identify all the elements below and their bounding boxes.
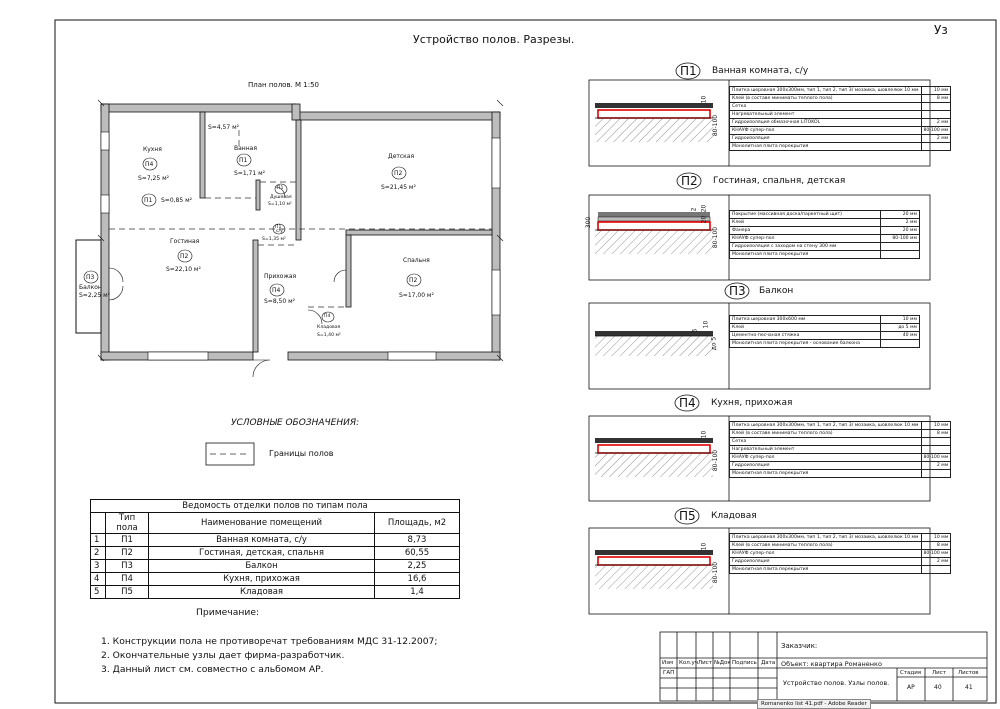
note-item: 1. Конструкции пола не противоречат требованиям МДС 31-12.2007; — [101, 636, 438, 647]
sheet-title: Устройство полов. Разрезы. — [413, 33, 575, 46]
p2-dim-3: 20 — [700, 215, 708, 224]
layer-thickness: 8 мм — [921, 430, 951, 438]
legend-item-label: Границы полов — [269, 449, 334, 458]
layer-name: Клей (в составе миниматы теплого пола) — [730, 542, 922, 550]
room-shower-area: S=1,10 м² — [268, 202, 292, 207]
room-living-name: Гостиная — [170, 238, 200, 245]
cell: Ванная комната, с/у — [149, 534, 375, 547]
stamp-customer-label: Заказчик: — [781, 642, 818, 650]
section-p3-code: П3 — [729, 284, 746, 298]
layer-name: Сетка — [730, 103, 922, 111]
room-balcony-area: S=2,25 м² — [79, 292, 111, 299]
cell: 8,73 — [375, 534, 460, 547]
layer-name: Клей — [730, 324, 881, 332]
section-p1-code: П1 — [680, 64, 697, 78]
p4-dim-bottom: 80-100 — [712, 449, 720, 472]
cell: Гостиная, детская, спальня — [149, 547, 375, 560]
layer-name: Плитка шеровная 300х600 мм — [730, 316, 881, 324]
cell: 2,25 — [375, 560, 460, 573]
layer-name: Плитка шеровная 300х300мм, тип 1, тип 2, тип 3/ мозаика, шовлелюк 10 мм — [730, 87, 922, 95]
cell: Кухня, прихожая — [149, 573, 375, 586]
room-nursery-name: Детская — [388, 153, 415, 160]
layer-thickness: 8 мм — [921, 95, 951, 103]
p5-dim-top: 10 — [700, 542, 708, 551]
layer-name: Плитка шеровная 300х300мм, тип 1, тип 2, тип 3/ мозаика, шовлелюк 10 мм — [730, 422, 922, 430]
layer-thickness: 80-100 мм — [921, 127, 951, 135]
room-storage-name: Кладовая — [317, 325, 341, 330]
layer-thickness: 2 мм — [881, 219, 920, 227]
layer-name: Клей (в составе миниматы теплого пола) — [730, 430, 922, 438]
room-nursery-code: П2 — [394, 170, 403, 177]
cell: П3 — [106, 560, 149, 573]
layer-name: Нагревательный элемент — [730, 111, 922, 119]
section-p4-title: Кухня, прихожая — [711, 398, 793, 408]
layer-name: Монолитная плита перекрытия - основание балкона — [730, 340, 881, 348]
stamp-stage: АР — [907, 684, 915, 691]
room-passage-code: П1 — [144, 197, 153, 204]
header-cell: Наименование помещений — [149, 513, 375, 534]
layer-name: Гидроизоляция — [730, 135, 922, 143]
stamp-list-label: Лист — [932, 670, 946, 676]
cell: Кладовая — [149, 586, 375, 599]
plan-title: План полов. М 1:50 — [248, 81, 320, 89]
room-bedroom-area: S=17,00 м² — [399, 292, 434, 299]
p3-dim-2: 5 — [691, 328, 699, 333]
layer-name: Нагревательный элемент — [730, 446, 922, 454]
layer-name: Монолитная плита перекрытия — [730, 251, 881, 259]
room-wc-code: П1 — [275, 225, 282, 230]
cell: 60,55 — [375, 547, 460, 560]
cell: Балкон — [149, 560, 375, 573]
room-shower-code: П1 — [277, 186, 284, 191]
cell: П1 — [106, 534, 149, 547]
layer-name: Сетка — [730, 438, 922, 446]
layer-name: КНАУФ супер-пол — [730, 127, 922, 135]
layer-thickness: 10 мм — [881, 316, 920, 324]
room-bedroom-name: Спальня — [403, 257, 430, 264]
layer-thickness: 2 мм — [921, 558, 951, 566]
layer-name: КНАУФ супер-пол — [730, 550, 922, 558]
room-kitchen-code: П4 — [145, 161, 154, 168]
section-p5-code: П5 — [679, 509, 696, 523]
room-nursery-area: S=21,45 м² — [381, 184, 416, 191]
room-storage-area: S=1,40 м² — [317, 333, 341, 338]
section-p2-code: П2 — [681, 174, 698, 188]
cell: П5 — [106, 586, 149, 599]
p2-dim-2: 20 — [700, 204, 708, 213]
stamp-col-sign: Подпись — [732, 660, 757, 666]
stamp-col-list: Лист — [698, 660, 712, 666]
stamp-col-izm: Изм — [662, 660, 674, 666]
stamp-object: Объект: квартира Романенко — [781, 660, 882, 668]
room-balcony-name: Балкон — [79, 284, 102, 291]
p1-dim-top: 10 — [700, 95, 708, 104]
layer-name: Монолитная плита перекрытия — [730, 143, 922, 151]
p1-dim-bottom: 80-100 — [712, 114, 720, 137]
layer-thickness: 10 мм — [921, 87, 951, 95]
p2-dim-1: 2 — [690, 207, 698, 212]
stamp-col-date: Дата — [761, 660, 776, 666]
section-p3-title: Балкон — [759, 286, 794, 296]
layer-thickness: 80-100 мм — [881, 235, 920, 243]
layer-name: Гидроизоляция — [730, 462, 922, 470]
note-item: 2. Окончательные узлы дает фирма-разработчик. — [101, 650, 345, 661]
layer-thickness: 10 мм — [921, 534, 951, 542]
room-wc-area: S=1,35 м² — [262, 237, 286, 242]
stamp-lists-label: Листов — [958, 670, 979, 676]
notes-heading: Примечание: — [196, 607, 260, 618]
p2-dim-4: 300 — [585, 216, 593, 229]
taskbar-window-button[interactable]: Romanenko list 41.pdf - Adobe Reader — [757, 699, 871, 709]
room-hall-name: Прихожая — [264, 273, 297, 280]
legend-heading: УСЛОВНЫЕ ОБОЗНАЧЕНИЯ: — [231, 418, 360, 428]
section-p5-title: Кладовая — [711, 511, 757, 521]
section-p1-title: Ванная комната, с/у — [712, 66, 809, 76]
cell: 2 — [91, 547, 106, 560]
note-item: 3. Данный лист см. совместно с альбомом АР. — [101, 664, 324, 675]
layer-name: Клей (в составе миниматы теплого пола) — [730, 95, 922, 103]
layer-thickness: 2 мм — [921, 135, 951, 143]
room-bath-name: Ванная — [234, 145, 257, 152]
layer-name: Фанера — [730, 227, 881, 235]
room-living-code: П2 — [180, 253, 189, 260]
layer-thickness: до 5 мм — [881, 324, 920, 332]
layer-name: Гидроизоляция с заходом на стену 300 мм — [730, 243, 881, 251]
p4-dim-top: 10 — [700, 430, 708, 439]
room-kitchen-name: Кухня — [143, 146, 162, 153]
layer-thickness: 10 мм — [921, 422, 951, 430]
stamp-col-doc: №Док — [714, 660, 731, 666]
room-hall-code: П4 — [272, 287, 281, 294]
layer-thickness: 80-100 мм — [921, 454, 951, 462]
cell: 1 — [91, 534, 106, 547]
layer-thickness: 80-100 мм — [921, 550, 951, 558]
layer-name: Гидроизоляция обмазочная LITOKOL — [730, 119, 922, 127]
cell: 4 — [91, 573, 106, 586]
layer-name: Монолитная плита перекрытия — [730, 566, 922, 574]
header-cell: Тип пола — [106, 513, 149, 534]
layer-name: Покрытие (массивная доска/паркетный щит) — [730, 211, 881, 219]
cell: 5 — [91, 586, 106, 599]
p2-dim-5: 80-100 — [712, 226, 720, 249]
layer-thickness: 8 мм — [921, 542, 951, 550]
room-corridor-area: S=4,57 м² — [208, 124, 240, 131]
cell: 1,4 — [375, 586, 460, 599]
room-living-area: S=22,10 м² — [166, 266, 201, 273]
room-balcony-code: П3 — [86, 274, 95, 281]
layer-thickness: 40 мм — [881, 332, 920, 340]
stamp-sheet-name: Устройство полов. Узлы полов. — [783, 679, 890, 687]
p3-dim-3: до 5 — [710, 336, 718, 351]
layer-name: Плитка шеровная 300х300мм, тип 1, тип 2, тип 3/ мозаика, шовлелюк 10 мм — [730, 534, 922, 542]
layer-name: Цементно-песчаная стяжка — [730, 332, 881, 340]
stamp-col-koluch: Кол.уч — [679, 660, 699, 666]
p3-dim-1: 10 — [702, 320, 710, 329]
room-bath-area: S=1,71 м² — [234, 170, 266, 177]
room-storage-code: П4 — [324, 314, 331, 319]
table-title: Ведомость отделки полов по типам пола — [91, 500, 460, 513]
cell: 3 — [91, 560, 106, 573]
cell: П4 — [106, 573, 149, 586]
layer-name: Гидроизоляция — [730, 558, 922, 566]
room-passage-area: S=0,85 м² — [161, 197, 193, 204]
cell: 16,6 — [375, 573, 460, 586]
stamp-stage-label: Стадия — [900, 670, 922, 676]
room-shower-name: Душевая — [270, 195, 292, 200]
layer-name: Клей — [730, 219, 881, 227]
layer-name: КНАУФ супер-пол — [730, 454, 922, 462]
room-bedroom-code: П2 — [409, 277, 418, 284]
section-p4-code: П4 — [679, 396, 696, 410]
room-kitchen-area: S=7,25 м² — [138, 175, 170, 182]
layer-thickness: 2 мм — [921, 462, 951, 470]
room-hall-area: S=8,50 м² — [264, 298, 296, 305]
header-cell: Площадь, м2 — [375, 513, 460, 534]
layer-thickness: 20 мм — [881, 227, 920, 235]
room-wc-name: с/у — [276, 229, 283, 234]
corner-label: Уз — [934, 23, 948, 37]
layer-thickness: 2 мм — [921, 119, 951, 127]
layer-name: КНАУФ супер-пол — [730, 235, 881, 243]
layer-thickness: 20 мм — [881, 211, 920, 219]
stamp-gap: ГАП — [663, 670, 675, 676]
p5-dim-bottom: 80-100 — [712, 561, 720, 584]
section-p2-title: Гостиная, спальня, детская — [713, 176, 846, 186]
stamp-list: 40 — [934, 684, 942, 691]
cell: П2 — [106, 547, 149, 560]
stamp-lists: 41 — [965, 684, 973, 691]
layer-name: Монолитная плита перекрытия — [730, 470, 922, 478]
room-bath-code: П1 — [239, 157, 248, 164]
